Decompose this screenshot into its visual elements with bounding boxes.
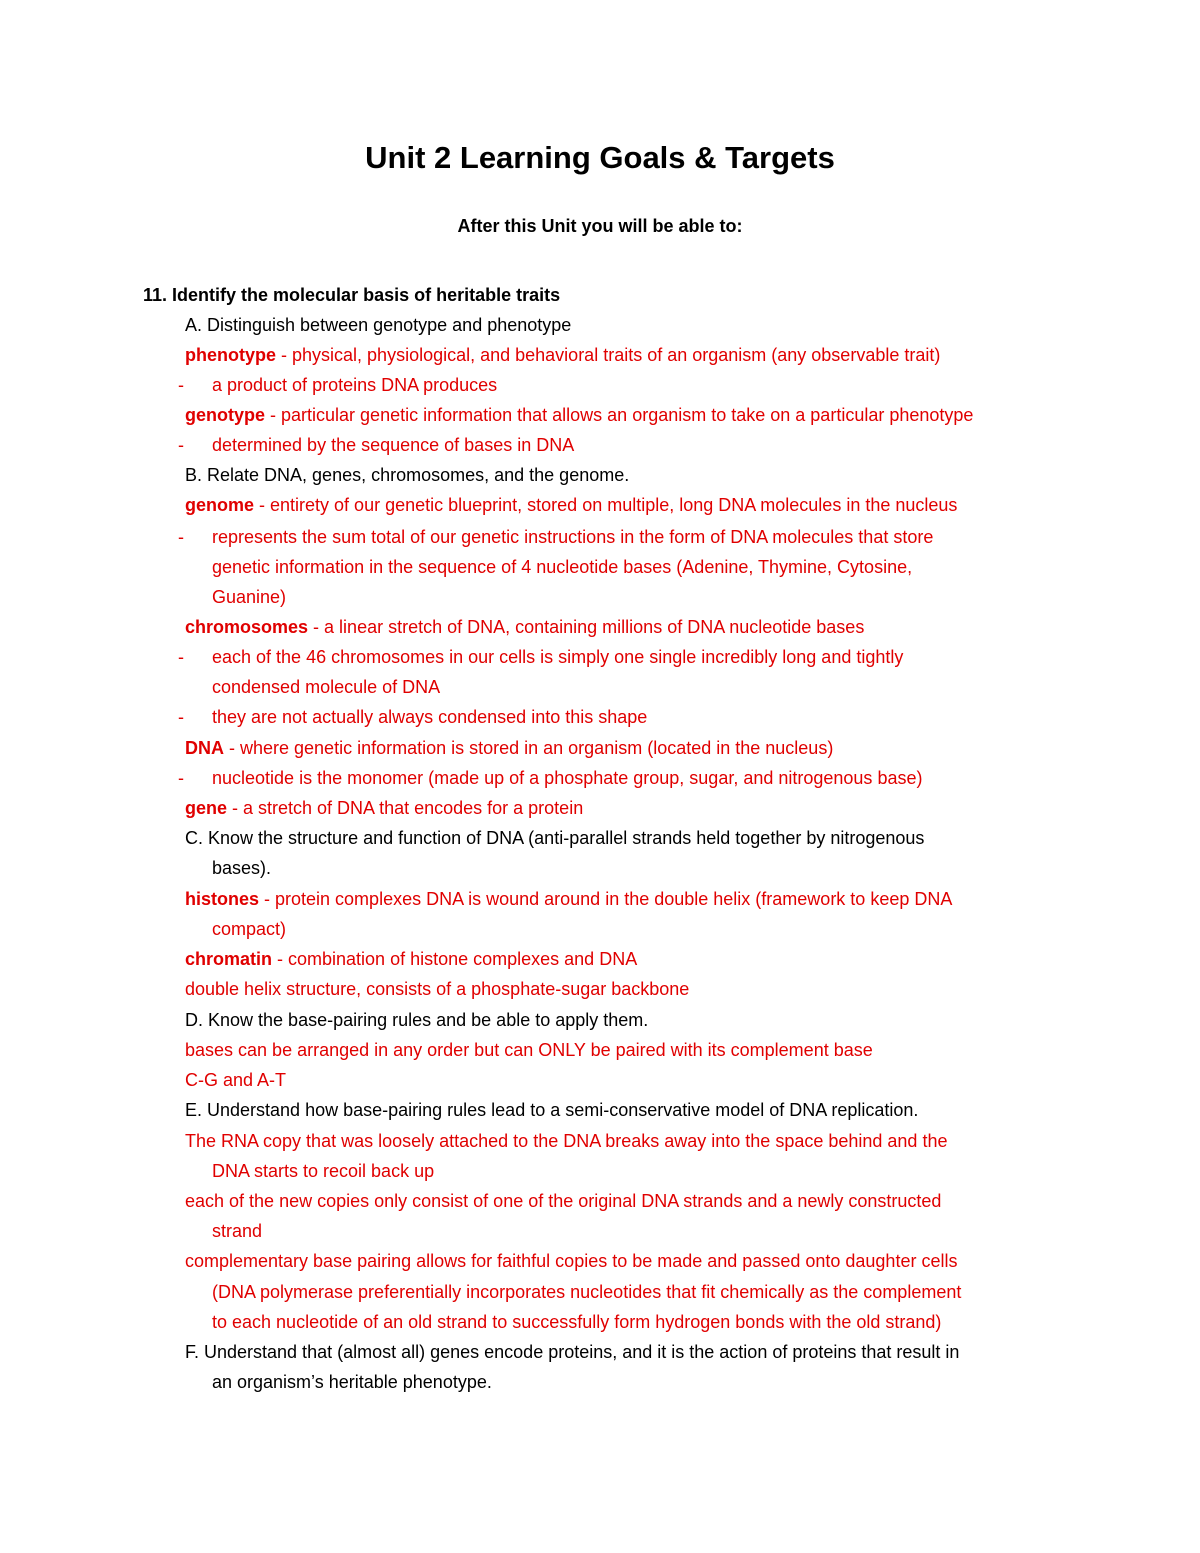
bullet-dash: - [178, 768, 184, 788]
term-label: phenotype [185, 345, 277, 365]
text-line [185, 884, 952, 914]
line-text: - where genetic information is stored in an organism (located in the nucleus) [224, 738, 834, 758]
text-line [143, 280, 560, 310]
line-text: to each nucleotide of an old strand to successfully form hydrogen bonds with the old strand) [212, 1312, 942, 1332]
line-text: each of the 46 chromosomes in our cells is simply one single incredibly long and tightly [212, 647, 904, 667]
line-text: - physical, physiological, and behavioral traits of an organism (any observable trait) [276, 345, 941, 365]
text-line [212, 642, 903, 672]
line-text: determined by the sequence of bases in DNA [212, 435, 575, 455]
line-text: double helix structure, consists of a phosphate-sugar backbone [185, 979, 690, 999]
text-line [212, 763, 922, 793]
text-line [185, 400, 973, 430]
text-line [212, 853, 271, 883]
text-line [212, 1156, 434, 1186]
text-line [185, 974, 689, 1004]
text-line [185, 1126, 947, 1156]
line-text: - entirety of our genetic blueprint, stored on multiple, long DNA molecules in the nucleus [254, 495, 958, 515]
bullet-dash: - [178, 647, 184, 667]
line-text: bases can be arranged in any order but can ONLY be paired with its complement base [185, 1040, 873, 1060]
text-line [185, 460, 629, 490]
term-label: genome [185, 495, 255, 515]
bullet-dash: - [178, 527, 184, 547]
line-text: a product of proteins DNA produces [212, 375, 498, 395]
line-text: - a linear stretch of DNA, containing millions of DNA nucleotide bases [308, 617, 865, 637]
line-text: compact) [212, 919, 287, 939]
line-text: they are not actually always condensed into this shape [212, 707, 648, 727]
text-line [212, 430, 574, 460]
text-line [185, 1035, 873, 1065]
line-text: each of the new copies only consist of one of the original DNA strands and a newly constructed [185, 1191, 942, 1211]
term-label: 11. Identify the molecular basis of heritable traits [143, 285, 561, 305]
text-line [212, 1307, 941, 1337]
line-text: B. Relate DNA, genes, chromosomes, and the genome. [185, 465, 630, 485]
line-text: D. Know the base-pairing rules and be able to apply them. [185, 1010, 649, 1030]
text-line [185, 310, 571, 340]
text-line [185, 1095, 918, 1125]
line-text: represents the sum total of our genetic instructions in the form of DNA molecules that store [212, 527, 934, 547]
text-line [185, 823, 924, 853]
text-line [212, 1277, 961, 1307]
text-line [185, 733, 833, 763]
line-text: E. Understand how base-pairing rules lead to a semi-conservative model of DNA replication. [185, 1100, 919, 1120]
line-text: (DNA polymerase preferentially incorporates nucleotides that fit chemically as the complement [212, 1282, 962, 1302]
text-line [212, 582, 286, 612]
term-label: gene [185, 798, 228, 818]
line-text: nucleotide is the monomer (made up of a phosphate group, sugar, and nitrogenous base) [212, 768, 923, 788]
text-line [212, 672, 440, 702]
line-text: DNA starts to recoil back up [212, 1161, 435, 1181]
text-line [212, 1367, 492, 1397]
text-line [212, 522, 933, 552]
text-line [185, 1246, 957, 1276]
term-label: chromosomes [185, 617, 309, 637]
text-line [185, 1337, 959, 1367]
text-line [212, 1216, 262, 1246]
term-label: DNA [185, 738, 224, 758]
line-text: strand [212, 1221, 263, 1241]
page-subtitle: After this Unit you will be able to: [457, 216, 743, 236]
text-line [212, 702, 647, 732]
line-text: condensed molecule of DNA [212, 677, 441, 697]
line-text: - particular genetic information that allows an organism to take on a particular phenotype [265, 405, 974, 425]
text-line [185, 612, 864, 642]
line-text: The RNA copy that was loosely attached to the DNA breaks away into the space behind and the [185, 1131, 948, 1151]
line-text: A. Distinguish between genotype and phenotype [185, 315, 572, 335]
term-label: chromatin [185, 949, 273, 969]
page-title: Unit 2 Learning Goals & Targets [365, 140, 835, 175]
line-text: Guanine) [212, 587, 287, 607]
line-text: genetic information in the sequence of 4 nucleotide bases (Adenine, Thymine, Cytosine, [212, 557, 913, 577]
line-text: F. Understand that (almost all) genes encode proteins, and it is the action of proteins that result in [185, 1342, 960, 1362]
term-label: genotype [185, 405, 266, 425]
text-line [185, 1186, 941, 1216]
text-line [185, 793, 583, 823]
text-line [185, 944, 637, 974]
line-text: C-G and A-T [185, 1070, 287, 1090]
line-text: complementary base pairing allows for faithful copies to be made and passed onto daughter cells [185, 1251, 958, 1271]
line-text: - a stretch of DNA that encodes for a protein [227, 798, 584, 818]
line-text: C. Know the structure and function of DNA (anti-parallel strands held together by nitrogenous [185, 828, 925, 848]
text-line [212, 552, 912, 582]
term-label: histones [185, 889, 260, 909]
text-line [185, 490, 957, 520]
text-line [212, 914, 286, 944]
line-text: bases). [212, 858, 272, 878]
line-text: - combination of histone complexes and DNA [272, 949, 638, 969]
text-line [185, 340, 940, 370]
bullet-dash: - [178, 435, 184, 455]
text-line [212, 370, 497, 400]
text-line [185, 1005, 648, 1035]
bullet-dash: - [178, 375, 184, 395]
text-line [185, 1065, 286, 1095]
bullet-dash: - [178, 707, 184, 727]
line-text: an organism’s heritable phenotype. [212, 1372, 492, 1392]
line-text: - protein complexes DNA is wound around in the double helix (framework to keep DNA [259, 889, 953, 909]
